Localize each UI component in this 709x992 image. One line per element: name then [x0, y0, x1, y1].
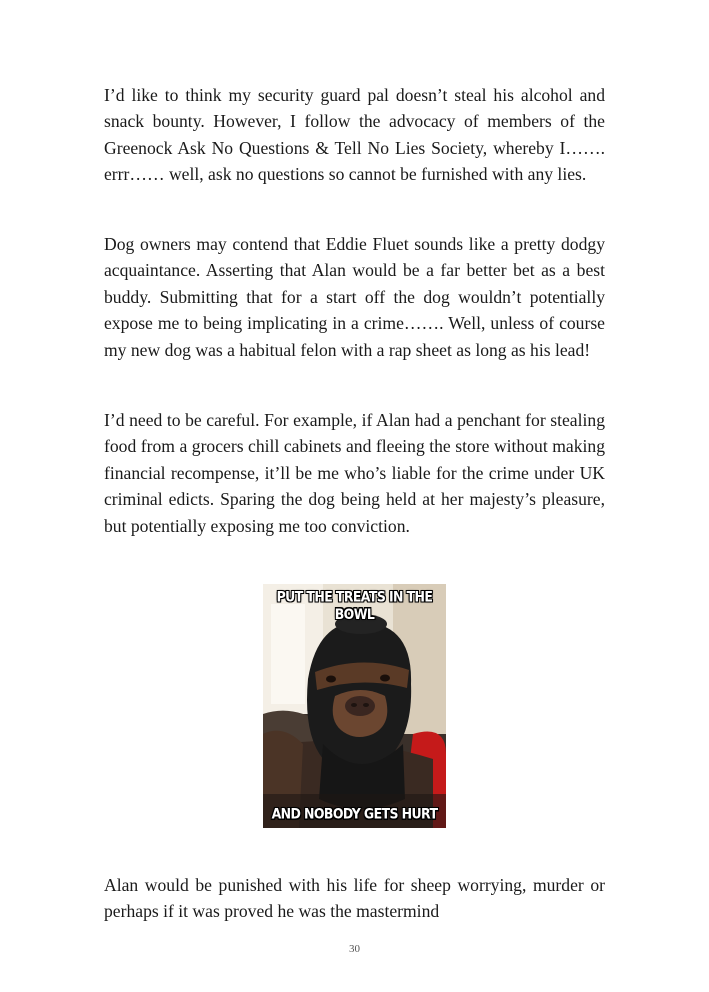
meme-top-caption: PUT THE TREATS IN THE BOWL — [276, 587, 433, 623]
body-paragraph: Alan would be punished with his life for sheep worrying, murder or perhaps if it was proved he was the mastermind — [104, 875, 605, 922]
page-number: 30 — [349, 943, 360, 955]
dog-balaclava-meme-image — [263, 584, 446, 828]
body-paragraph: I’d like to think my security guard pal doesn’t steal his alcohol and snack bounty. However, I follow the advocacy of members of the Greenock Ask No Questions & Tell No Lies Society, whereby I……. errr…… well, ask no questions so cannot be furnished with any lies. — [104, 85, 605, 185]
body-paragraph: Dog owners may contend that Eddie Fluet sounds like a pretty dodgy acquaintance. Asserting that Alan would be a far better bet as a best buddy. Submitting that for a start off the dog wouldn’t potentially expose me to being implicating in a crime……. Well, unless of course my new dog was a habitual felon with a rap sheet as long as his lead! — [104, 234, 605, 360]
meme-bottom-caption: AND NOBODY GETS HURT — [271, 804, 438, 823]
body-paragraph: I’d need to be careful. For example, if Alan had a penchant for stealing food from a grocers chill cabinets and fleeing the store without making financial recompense, it’ll be me who’s liable for the crime under UK criminal edicts. Sparing the dog being held at her majesty’s pleasure, but potentially exposing me too conviction. — [104, 410, 605, 536]
